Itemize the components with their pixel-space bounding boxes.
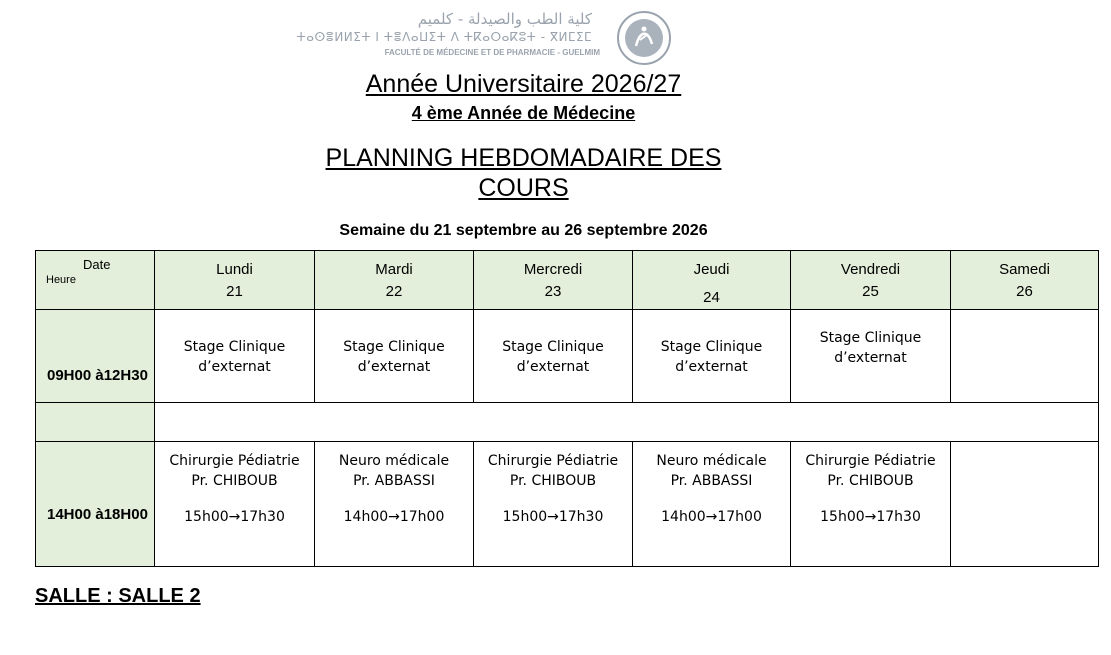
day-number: 24 (703, 289, 720, 306)
course-name: Chirurgie Pédiatrie (169, 453, 300, 469)
day-name: Lundi (216, 261, 253, 278)
course-line1: Stage Clinique (183, 339, 286, 355)
planning-title-line1: PLANNING HEBDOMADAIRE DES (325, 144, 722, 172)
course-line2: d’externat (516, 359, 590, 375)
day-name: Mercredi (523, 261, 583, 278)
morning-cell-mardi (314, 309, 474, 403)
day-number: 25 (862, 283, 879, 300)
day-header-vendredi (790, 250, 951, 310)
course-line2: d’externat (198, 359, 271, 375)
afternoon-cell-vendredi (790, 441, 951, 567)
day-header-mardi (314, 250, 474, 310)
course-line1: Stage Clinique (343, 339, 445, 355)
morning-cell-lundi (154, 309, 315, 403)
room-label: SALLE : SALLE 2 (35, 585, 201, 607)
course-hours: 15h00→17h30 (502, 509, 604, 525)
professor-name: Pr. CHIBOUB (191, 473, 278, 489)
planning-title-line2: COURS (478, 174, 569, 202)
course-line1 (951, 310, 1098, 337)
break-row (154, 402, 1099, 442)
time-slot-morning (35, 309, 155, 403)
break-time-cell (35, 402, 155, 442)
day-number: 22 (385, 283, 403, 300)
afternoon-cell-lundi (154, 441, 315, 567)
course-name: Neuro médicale (338, 453, 450, 469)
day-name: Jeudi (693, 261, 730, 278)
day-name: Vendredi (840, 261, 901, 278)
course-line2: d’externat (834, 350, 907, 366)
morning-cell-mercredi (473, 309, 633, 403)
logo-french-name: FACULTÉ DE MÉDECINE ET DE PHARMACIE - GUELMIM (384, 48, 600, 57)
time-slot-label: 09H00 à12H30 (47, 367, 148, 384)
course-name: Chirurgie Pédiatrie (805, 453, 936, 469)
professor-name: Pr. CHIBOUB (509, 473, 597, 489)
day-header-samedi (950, 250, 1099, 310)
time-slot-label: 14H00 à18H00 (47, 506, 148, 523)
professor-name: Pr. ABBASSI (670, 473, 753, 489)
course-line1: Stage Clinique (819, 330, 922, 346)
day-header-jeudi (632, 250, 791, 310)
professor-name: Pr. ABBASSI (353, 473, 435, 489)
course-name: Chirurgie Pédiatrie (487, 453, 619, 469)
day-number: 21 (226, 283, 243, 300)
afternoon-cell-jeudi (632, 441, 791, 567)
course-line1: Stage Clinique (502, 339, 604, 355)
course-name: Neuro médicale (656, 453, 767, 469)
corner-cell (35, 250, 155, 310)
corner-heure-label: Heure (46, 274, 76, 286)
afternoon-cell-samedi (950, 441, 1099, 567)
course-line2: d’externat (357, 359, 431, 375)
faculty-logo (296, 8, 680, 63)
course-line1: Stage Clinique (660, 339, 763, 355)
day-name: Samedi (999, 261, 1050, 278)
course-hours: 14h00→17h00 (661, 509, 762, 525)
day-header-mercredi (473, 250, 633, 310)
logo-arabic-name: كلية الطب والصيدلة - كلميم (417, 10, 592, 28)
course-hours: 14h00→17h00 (343, 509, 445, 525)
week-range: Semaine du 21 septembre au 26 septembre 2026 (339, 222, 708, 239)
day-name: Mardi (375, 261, 413, 278)
course-line2: d’externat (675, 359, 748, 375)
corner-date-label: Date (83, 257, 111, 272)
course-name (951, 442, 1098, 451)
course-hours: 15h00→17h30 (184, 509, 285, 525)
professor-name: Pr. CHIBOUB (827, 473, 914, 489)
day-number: 26 (1016, 283, 1033, 300)
morning-cell-vendredi (790, 309, 951, 403)
afternoon-cell-mercredi (473, 441, 633, 567)
day-number: 23 (544, 283, 562, 300)
morning-cell-samedi (950, 309, 1099, 403)
academic-year-title: Année Universitaire 2026/27 (365, 70, 682, 98)
planning-title (300, 143, 747, 203)
course-hours: 15h00→17h30 (820, 509, 921, 525)
faculty-seal-icon (616, 10, 672, 66)
afternoon-cell-mardi (314, 441, 474, 567)
schedule-table (35, 250, 1099, 567)
morning-cell-jeudi (632, 309, 791, 403)
course-hours (951, 451, 1098, 467)
class-subtitle: 4 ème Année de Médecine (411, 103, 636, 123)
time-slot-afternoon (35, 441, 155, 567)
day-header-lundi (154, 250, 315, 310)
logo-tifinagh-name: ⵜⴰⵙⴻⵍⵍⵉⵜ ⵏ ⵜⴻⴷⴰⵡⵉⵜ ⴷ ⵜⴽⴰⵔⴰⴽⵓⵜ - ⴳⵍⵎⵉⵎ (296, 30, 592, 44)
